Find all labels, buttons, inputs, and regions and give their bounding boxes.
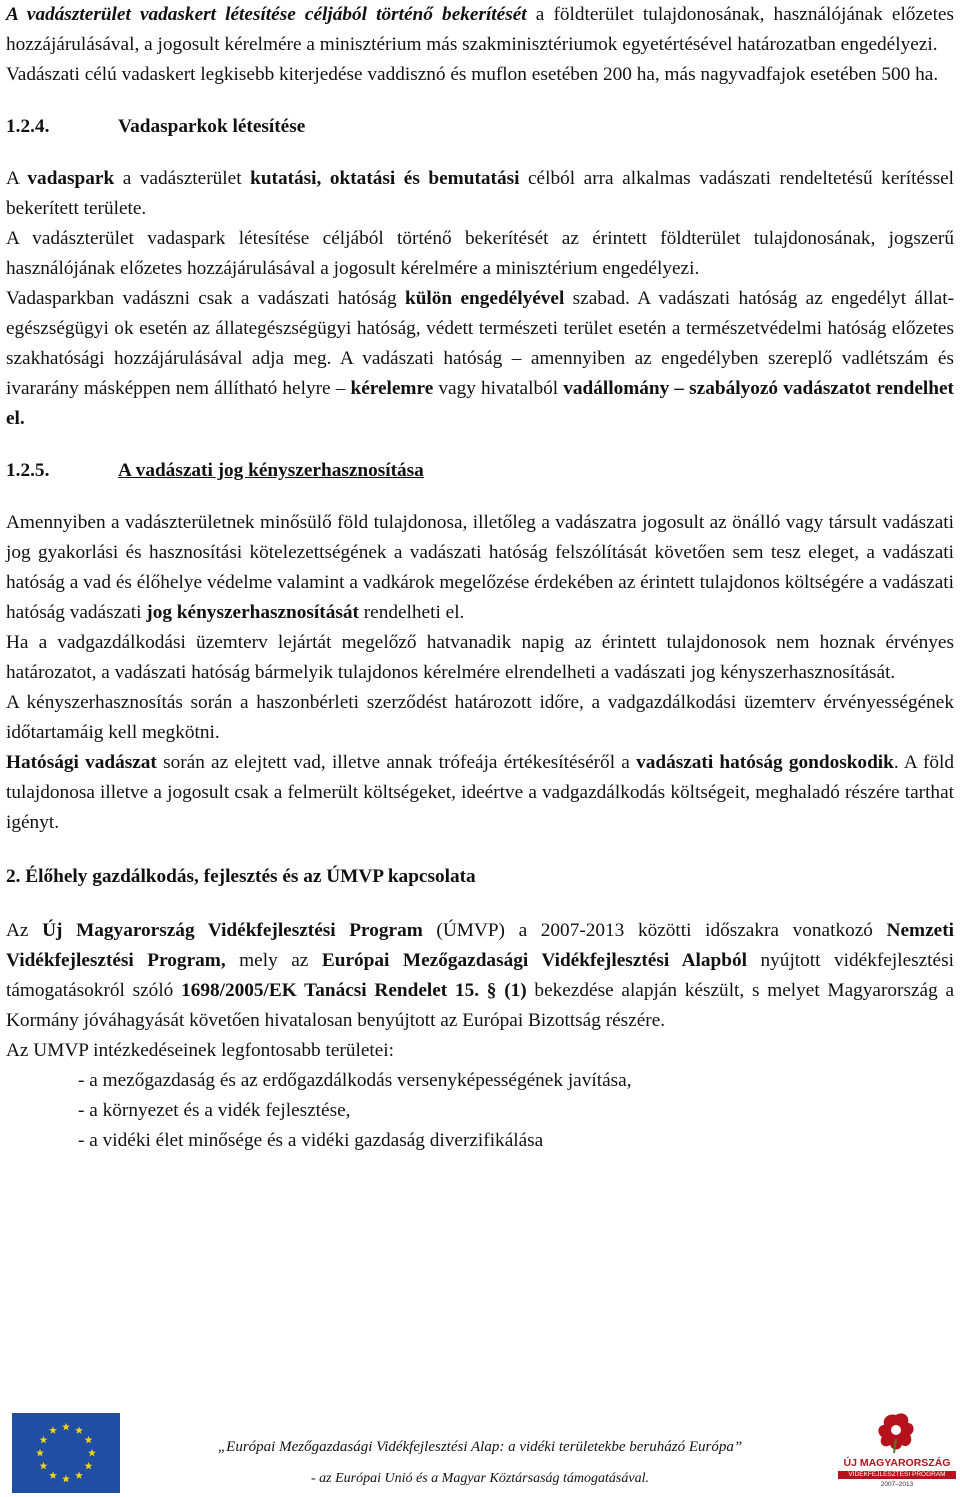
- paragraph-vadaskert-kiterjedes: Vadászati célú vadaskert legkisebb kiterjedése vaddisznó és muflon esetében 200 ha, más nagyvadfajok esetében 500 ha.: [6, 64, 939, 85]
- page-footer: [0, 1405, 960, 1497]
- paragraph-vadaskert-bekerites: A vadászterület vadaskert létesítése céljából történő bekerítését a földterület tulajdonosának, használójának előzetes hozzájárulásával, a jogosult kérelmére a minisztérium más szakminisztériumok egyetértésével határozatban engedélyezi.: [6, 4, 954, 55]
- section-heading-1-2-5: 1.2.5. A vadászati jog kényszerhasznosítása: [6, 460, 424, 481]
- paragraph-uzemterv-lejarta: Ha a vadgazdálkodási üzemterv lejártát megelőző hatvanadik napig az érintett tulajdonosok nem hoznak érvényes határozatot, a vadászati hatóság bármelyik tulajdonos kérelmére elrendelheti a vadászati jog kényszerhasznosítását.: [6, 632, 954, 683]
- paragraph-vadaspark-definicio: A vadaspark a vadászterület kutatási, oktatási és bemutatási célból arra alkalmas vadászati rendeltetésű kerítéssel bekerített területe.: [6, 168, 954, 219]
- paragraph-umvp-teruletek: Az UMVP intézkedéseinek legfontosabb területei:: [6, 1040, 395, 1061]
- paragraph-haszonberlet: A kényszerhasznosítás során a haszonbérleti szerződést határozott időre, a vadgazdálkodási üzemterv érvényességének időtartamáig kell megkötni.: [6, 692, 954, 743]
- umvp-areas-list: [6, 1066, 954, 1156]
- document-body: [6, 0, 954, 1156]
- paragraph-kenyszerhasznositas: Amennyiben a vadászterületnek minősülő föld tulajdonosa, illetőleg a vadászatra jogosult az önálló vagy társult vadászati jog gyakorlási és hasznosítási kötelezettségének a vadászati hatóság felszólítását követően sem tesz eleget, a vadászati hatóság a vad és élőhelye védelme valamint a vadkárok megelőzése érdekében az érintett tulajdonos költségére a vadászati hatóság vadászati jog kényszerhasznosítását rendelheti el.: [6, 512, 954, 623]
- paragraph-vadaspark-engedely: A vadászterület vadaspark létesítése céljából történő bekerítését az érintett földterület tulajdonosának, jogszerű használójának előzetes hozzájárulásával a jogosult kérelmére a minisztérium engedélyezi.: [6, 228, 954, 279]
- section-heading-1-2-4: 1.2.4. Vadasparkok létesítése: [6, 116, 306, 137]
- umvp-logo-subtitle: VIDÉKFEJLESZTÉSI PROGRAM: [838, 1471, 956, 1479]
- list-item: - a mezőgazdaság és az erdőgazdálkodás versenyképességének javítása,: [78, 1070, 632, 1091]
- list-item: - a környezet és a vidék fejlesztése,: [78, 1100, 351, 1121]
- umvp-logo-years: 2007–2013: [880, 1481, 914, 1488]
- umvp-logo: [838, 1405, 956, 1497]
- paragraph-umvp: Az Új Magyarország Vidékfejlesztési Program (ÚMVP) a 2007-2013 közötti időszakra vonatkozó Nemzeti Vidékfejlesztési Program, mely az Európai Mezőgazdasági Vidékfejlesztési Alapból nyújtott vidékfejlesztési támogatásokról szóló 1698/2005/EK Tanácsi Rendelet 15. § (1) bekezdése alapján készült, s melyet Magyarország a Kormány jóváhagyását követően hivatalosan benyújtott az Európai Bizottság részére.: [6, 920, 955, 1031]
- umvp-logo-title: ÚJ MAGYARORSZÁG: [843, 1457, 951, 1469]
- paragraph-vadaspark-vadaszat: Vadasparkban vadászni csak a vadászati hatóság külön engedélyével szabad. A vadászati hatóság az engedélyt állat-egészségügyi ok esetén az állategészségügyi hatóság, védett természeti terület esetén a természetvédelmi hatóság előzetes szakhatósági hozzájárulásával adja meg. A vadászati hatóság – amennyiben az engedélyben szereplő vadlétszám és ivararány másképpen nem állítható helyre – kérelemre vagy hivatalból vadállomány – szabályozó vadászatot rendelhet el.: [6, 288, 954, 429]
- umvp-flower-icon: [872, 1409, 920, 1453]
- section-heading-2: 2. Élőhely gazdálkodás, fejlesztés és az ÚMVP kapcsolata: [6, 866, 476, 887]
- eu-flag-icon: [12, 1413, 120, 1493]
- paragraph-hatosagi-vadaszat: Hatósági vadászat során az elejtett vad, illetve annak trófeája értékesítéséről a vadászati hatóság gondoskodik. A föld tulajdonosa illetve a jogosult csak a felmerült költségeket, ideértve a vadgazdálkodás költségeit, meghaladó részére tarthat igényt.: [6, 752, 955, 833]
- footer-slogan: „Európai Mezőgazdasági Vidékfejlesztési Alap: a vidéki területekbe beruházó Európa”: [217, 1439, 743, 1455]
- footer-support-text: - az Európai Unió és a Magyar Köztársaság támogatásával.: [311, 1471, 649, 1486]
- list-item: - a vidéki élet minősége és a vidéki gazdaság diverzifikálása: [78, 1130, 544, 1151]
